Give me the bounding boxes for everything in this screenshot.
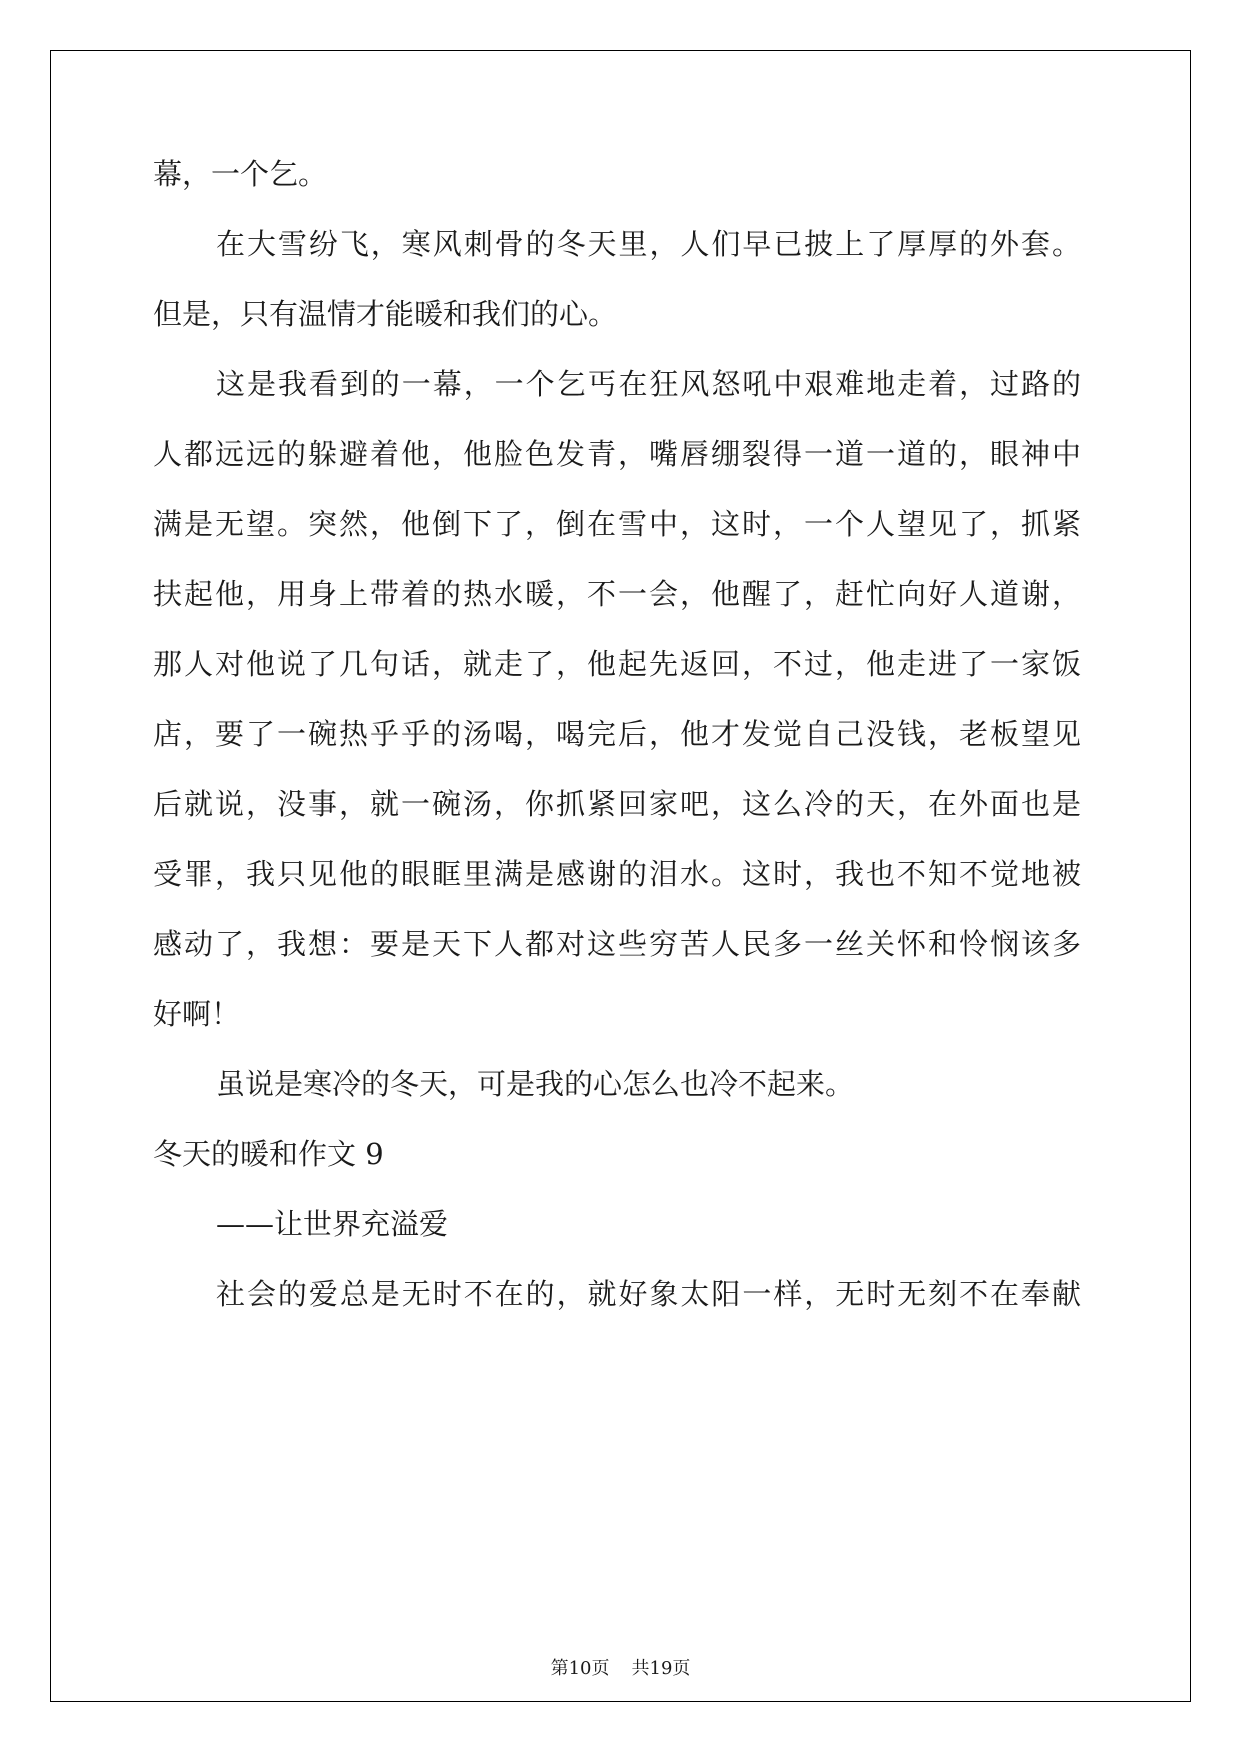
paragraph-line: 感动了，我想：要是天下人都对这些穷苦人民多一丝关怀和怜悯该多 [153, 927, 1081, 961]
paragraph-line: 那人对他说了几句话，就走了，他起先返回，不过，他走进了一家饭 [153, 647, 1081, 681]
page-footer [0, 1654, 1241, 1680]
paragraph-line: 幕，一个乞。 [153, 157, 328, 191]
paragraph-line: 在大雪纷飞，寒风刺骨的冬天里，人们早已披上了厚厚的外套。 [216, 227, 1081, 261]
section-heading: 冬天的暖和作文 9 [153, 1137, 384, 1171]
page-number: 第10页 [550, 1658, 610, 1679]
paragraph-line: 这是我看到的一幕，一个乞丐在狂风怒吼中艰难地走着，过路的 [216, 367, 1081, 401]
paragraph-line: 虽说是寒冷的冬天，可是我的心怎么也冷不起来。 [216, 1067, 855, 1101]
paragraph-line: 社会的爱总是无时不在的，就好象太阳一样，无时无刻不在奉献 [216, 1277, 1081, 1311]
paragraph-line: 满是无望。突然，他倒下了，倒在雪中，这时，一个人望见了，抓紧 [153, 507, 1081, 541]
paragraph-line: 但是，只有温情才能暖和我们的心。 [153, 297, 618, 331]
page-total: 共19页 [631, 1658, 691, 1679]
paragraph-line: 人都远远的躲避着他，他脸色发青，嘴唇绷裂得一道一道的，眼神中 [153, 437, 1081, 471]
paragraph-line: 好啊！ [153, 997, 241, 1031]
paragraph-line: 后就说，没事，就一碗汤，你抓紧回家吧，这么冷的天，在外面也是 [153, 787, 1081, 821]
paragraph-line: 受罪，我只见他的眼眶里满是感谢的泪水。这时，我也不知不觉地被 [153, 857, 1081, 891]
paragraph-line: 扶起他，用身上带着的热水暖，不一会，他醒了，赶忙向好人道谢， [153, 577, 1081, 611]
section-subtitle: ——让世界充溢爱 [216, 1207, 449, 1241]
paragraph-line: 店，要了一碗热乎乎的汤喝，喝完后，他才发觉自己没钱，老板望见 [153, 717, 1081, 751]
